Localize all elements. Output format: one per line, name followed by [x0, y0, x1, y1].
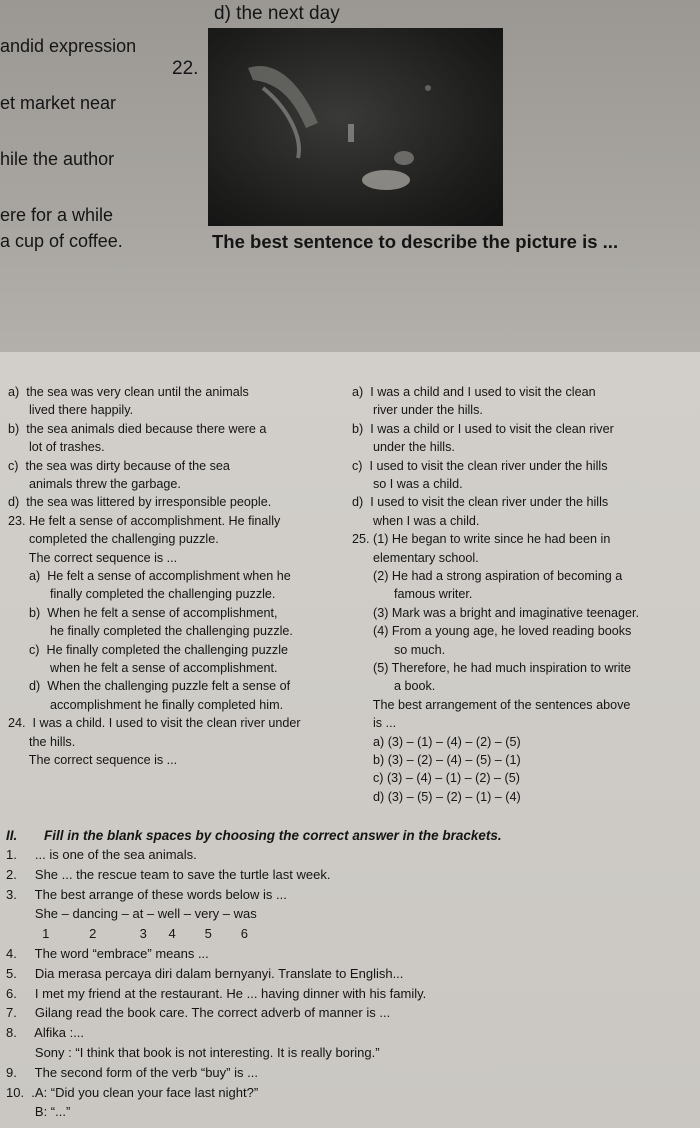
- text-line: animals threw the garbage.: [8, 477, 181, 491]
- text-line: 1. ... is one of the sea animals.: [6, 847, 197, 862]
- text-line: c) the sea was dirty because of the sea: [8, 458, 230, 473]
- text-line: 2. She ... the rescue team to save the turtle last week.: [6, 866, 331, 882]
- text-line: river under the hills.: [352, 403, 483, 418]
- text-line: so I was a child.: [352, 477, 463, 491]
- text-line: She – dancing – at – well – very – was: [6, 906, 257, 922]
- text-line: a book.: [352, 679, 436, 694]
- fragment-line-2: et market near: [0, 93, 117, 113]
- photo-illustration: [208, 28, 503, 226]
- text-line: so much.: [352, 642, 446, 657]
- text-line: under the hills.: [352, 440, 455, 455]
- text-line: b) the sea animals died because there were a: [8, 421, 267, 436]
- text-line: lived there happily.: [8, 403, 134, 418]
- text-line: finally completed the challenging puzzle.: [8, 587, 276, 602]
- text-line: a) (3) – (1) – (4) – (2) – (5): [352, 734, 521, 749]
- text-line: lot of trashes.: [8, 440, 105, 455]
- text-line: a) the sea was very clean until the animals: [8, 385, 249, 399]
- text-line: d) When the challenging puzzle felt a sense of: [8, 679, 291, 694]
- text-line: 23. He felt a sense of accomplishment. He finally: [8, 513, 281, 528]
- text-line: 9. The second form of the verb “buy” is ...: [6, 1064, 258, 1080]
- text-line: B: “...”: [6, 1104, 71, 1120]
- text-line: The best arrangement of the sentences above: [352, 697, 631, 712]
- text-line: 4. The word “embrace” means ...: [6, 946, 209, 961]
- text-line: The correct sequence is ...: [8, 550, 178, 565]
- text-line: 1 2 3 4 5 6: [6, 926, 249, 942]
- text-line: a) I was a child and I used to visit the clean: [352, 385, 596, 399]
- text-line: d) the sea was littered by irresponsible people.: [8, 495, 272, 510]
- text-line: c) I used to visit the clean river under the hills: [352, 458, 608, 473]
- text-line: 3. The best arrange of these words below is ...: [6, 886, 287, 902]
- section-2-number: II.: [6, 828, 18, 843]
- question-22-stem: The best sentence to describe the picture is ...: [212, 231, 619, 252]
- text-line: b) When he felt a sense of accomplishment,: [8, 605, 278, 620]
- question-22-number: 22.: [172, 58, 199, 79]
- text-line: 5. Dia merasa percaya diri dalam bernyanyi. Translate to English...: [6, 965, 404, 981]
- fragment-line-1: andid expression: [0, 36, 137, 56]
- text-line: (4) From a young age, he loved reading books: [352, 624, 632, 639]
- fragment-line-5: a cup of coffee.: [0, 231, 123, 251]
- text-line: a) He felt a sense of accomplishment when he: [8, 569, 291, 583]
- text-line: 8. Alfika :...: [6, 1025, 85, 1041]
- text-line: c) (3) – (4) – (1) – (2) – (5): [352, 771, 520, 786]
- text-line: Sony : “I think that book is not interesting. It is really boring.”: [6, 1045, 380, 1060]
- text-line: c) He finally completed the challenging puzzle: [8, 642, 289, 657]
- text-line: 6. I met my friend at the restaurant. He ... having dinner with his family.: [6, 985, 427, 1001]
- text-line: (5) Therefore, he had much inspiration to write: [352, 661, 632, 675]
- text-line: d) I used to visit the clean river under the hills: [352, 495, 609, 510]
- text-line: when I was a child.: [352, 513, 480, 528]
- text-line: accomplishment he finally completed him.: [8, 697, 284, 712]
- text-line: the hills.: [8, 734, 76, 749]
- text-line: 7. Gilang read the book care. The correct adverb of manner is ...: [6, 1005, 391, 1021]
- sea-litter-photo: [208, 28, 503, 226]
- text-line: is ...: [352, 716, 397, 731]
- text-line: 24. I was a child. I used to visit the clean river under: [8, 716, 301, 731]
- text-line: b) I was a child or I used to visit the clean river: [352, 421, 614, 436]
- text-line: (3) Mark was a bright and imaginative teenager.: [352, 605, 639, 620]
- text-line: d) (3) – (5) – (2) – (1) – (4): [352, 789, 521, 804]
- text-line: 25. (1) He began to write since he had been in: [352, 532, 611, 547]
- upper-page: [0, 0, 700, 352]
- text-line: (2) He had a strong aspiration of becoming a: [352, 569, 623, 583]
- text-line: he finally completed the challenging puzzle.: [8, 624, 293, 639]
- text-line: famous writer.: [352, 587, 473, 602]
- text-line: b) (3) – (2) – (4) – (5) – (1): [352, 753, 521, 767]
- text-line: when he felt a sense of accomplishment.: [8, 661, 278, 675]
- section-2-heading: Fill in the blank spaces by choosing the correct answer in the brackets.: [44, 828, 502, 843]
- text-line: 10. .A: “Did you clean your face last night?”: [6, 1084, 259, 1100]
- text-line: elementary school.: [352, 550, 479, 565]
- fragment-line-3: hile the author: [0, 149, 115, 169]
- fragment-line-4: ere for a while: [0, 205, 114, 225]
- lower-page: [0, 352, 700, 1128]
- previous-option-d: d) the next day: [214, 3, 340, 24]
- text-line: completed the challenging puzzle.: [8, 532, 219, 547]
- text-line: The correct sequence is ...: [8, 753, 178, 767]
